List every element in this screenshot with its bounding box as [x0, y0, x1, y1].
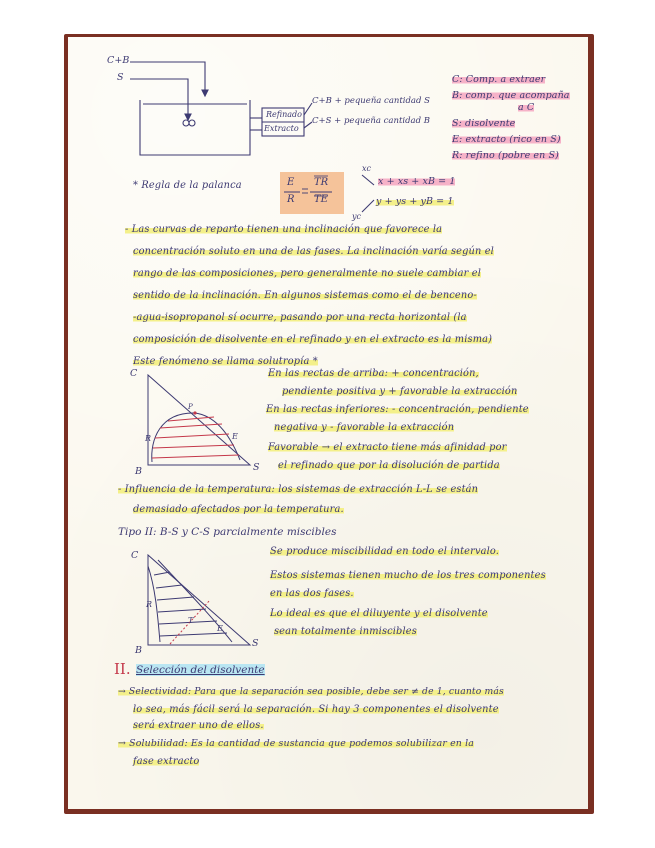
tri1-e: E [232, 432, 238, 441]
temperatura-line-2: demasiado afectados por la temperatura. [133, 504, 344, 515]
paragraph-line-1: - Las curvas de reparto tienen una inclinación que favorece la [125, 224, 443, 235]
tri1-note-1: En las rectas de arriba: + concentración, [268, 368, 479, 379]
yc-label: yc [352, 212, 361, 221]
tri2-e: E [217, 624, 223, 633]
tipo2-note-3: en las dos fases. [270, 588, 354, 599]
box-extracto-label: Extracto [264, 124, 299, 133]
tri2-s: S [252, 638, 259, 649]
legend-b: B: comp. que acompaña [452, 90, 570, 101]
legend-s: S: disolvente [452, 118, 516, 129]
output-refinado-label: C+B + pequeña cantidad S [312, 96, 430, 106]
legend-c: C: Comp. a extraer [452, 74, 546, 85]
tipo2-note-4: Lo ideal es que el diluyente y el disolvente [270, 608, 488, 619]
tri2-b: B [135, 645, 143, 656]
tri2-t: T [188, 616, 194, 625]
tri2-r: R [146, 600, 153, 609]
seleccion-line-2: lo sea, más fácil será la separación. Si hay 3 componentes el disolvente [133, 704, 499, 715]
tri1-note-6: el refinado que por la disolución de partida [278, 460, 500, 471]
section-numeral: II. [114, 660, 131, 678]
tipo2-note-2: Estos sistemas tienen mucho de los tres componentes [270, 570, 546, 581]
tri1-note-4: negativa y - favorable la extracción [274, 422, 455, 433]
lever-r: R [287, 194, 295, 205]
box-refinado-label: Refinado [266, 110, 302, 119]
output-extracto-label: C+S + pequeña cantidad B [312, 116, 430, 126]
seleccion-line-4: → Solubilidad: Es la cantidad de sustancia que podemos solubilizar en la [118, 738, 475, 749]
section-title: Selección del disolvente [136, 664, 265, 676]
tipo2-note-5: sean totalmente inmiscibles [274, 626, 417, 637]
input-cb-label: C+B [107, 55, 130, 66]
tri1-p: P [188, 403, 193, 411]
tri1-r: R [145, 434, 152, 443]
lever-tr: TR [314, 177, 329, 188]
regla-title: * Regla de la palanca [133, 180, 242, 191]
tri1-c: C [130, 368, 138, 379]
paragraph-line-5: -agua-isopropanol sí ocurre, pasando por una recta horizontal (la [133, 312, 467, 323]
paragraph-line-7: Este fenómeno se llama solutropía * [133, 356, 318, 367]
seleccion-line-5: fase extracto [133, 756, 200, 767]
tri1-s: S [253, 462, 260, 473]
seleccion-line-1: → Selectividad: Para que la separación sea posible, debe ser ≠ de 1, cuanto más [118, 686, 504, 697]
seleccion-line-3: será extraer uno de ellos. [133, 720, 264, 731]
input-s-label: S [117, 72, 124, 83]
legend-e: E: extracto (rico en S) [452, 134, 561, 145]
eq-extracto: y + ys + yB = 1 [376, 196, 454, 207]
tipo2-note-1: Se produce miscibilidad en todo el intervalo. [270, 546, 500, 557]
lever-te: TE [314, 194, 328, 205]
legend-r: R: refino (pobre en S) [452, 150, 559, 161]
tipo2-title: Tipo II: B-S y C-S parcialmente miscibles [118, 526, 337, 538]
tri1-note-3: En las rectas inferiores: - concentración, pendiente [266, 404, 529, 415]
tri1-b: B [135, 466, 143, 477]
eq-refinado: x + xs + xB = 1 [378, 176, 456, 187]
paragraph-line-6: composición de disolvente en el refinado y en el extracto es la misma) [133, 334, 493, 345]
tri1-note-2: pendiente positiva y + favorable la extracción [282, 386, 518, 397]
paragraph-line-3: rango de las composiciones, pero generalmente no suele cambiar el [133, 268, 481, 279]
tri1-note-5: Favorable → el extracto tiene más afinidad por [268, 442, 507, 453]
temperatura-line-1: - Influencia de la temperatura: los sistemas de extracción L-L se están [118, 484, 479, 495]
lever-e: E [287, 177, 295, 188]
paragraph-line-4: sentido de la inclinación. En algunos sistemas como el de benceno- [133, 290, 477, 301]
tri2-c: C [131, 550, 139, 561]
xc-label: xc [362, 164, 371, 173]
paragraph-line-2: concentración soluto en una de las fases. La inclinación varía según el [133, 246, 494, 257]
legend-b-cont: a C [518, 102, 535, 113]
